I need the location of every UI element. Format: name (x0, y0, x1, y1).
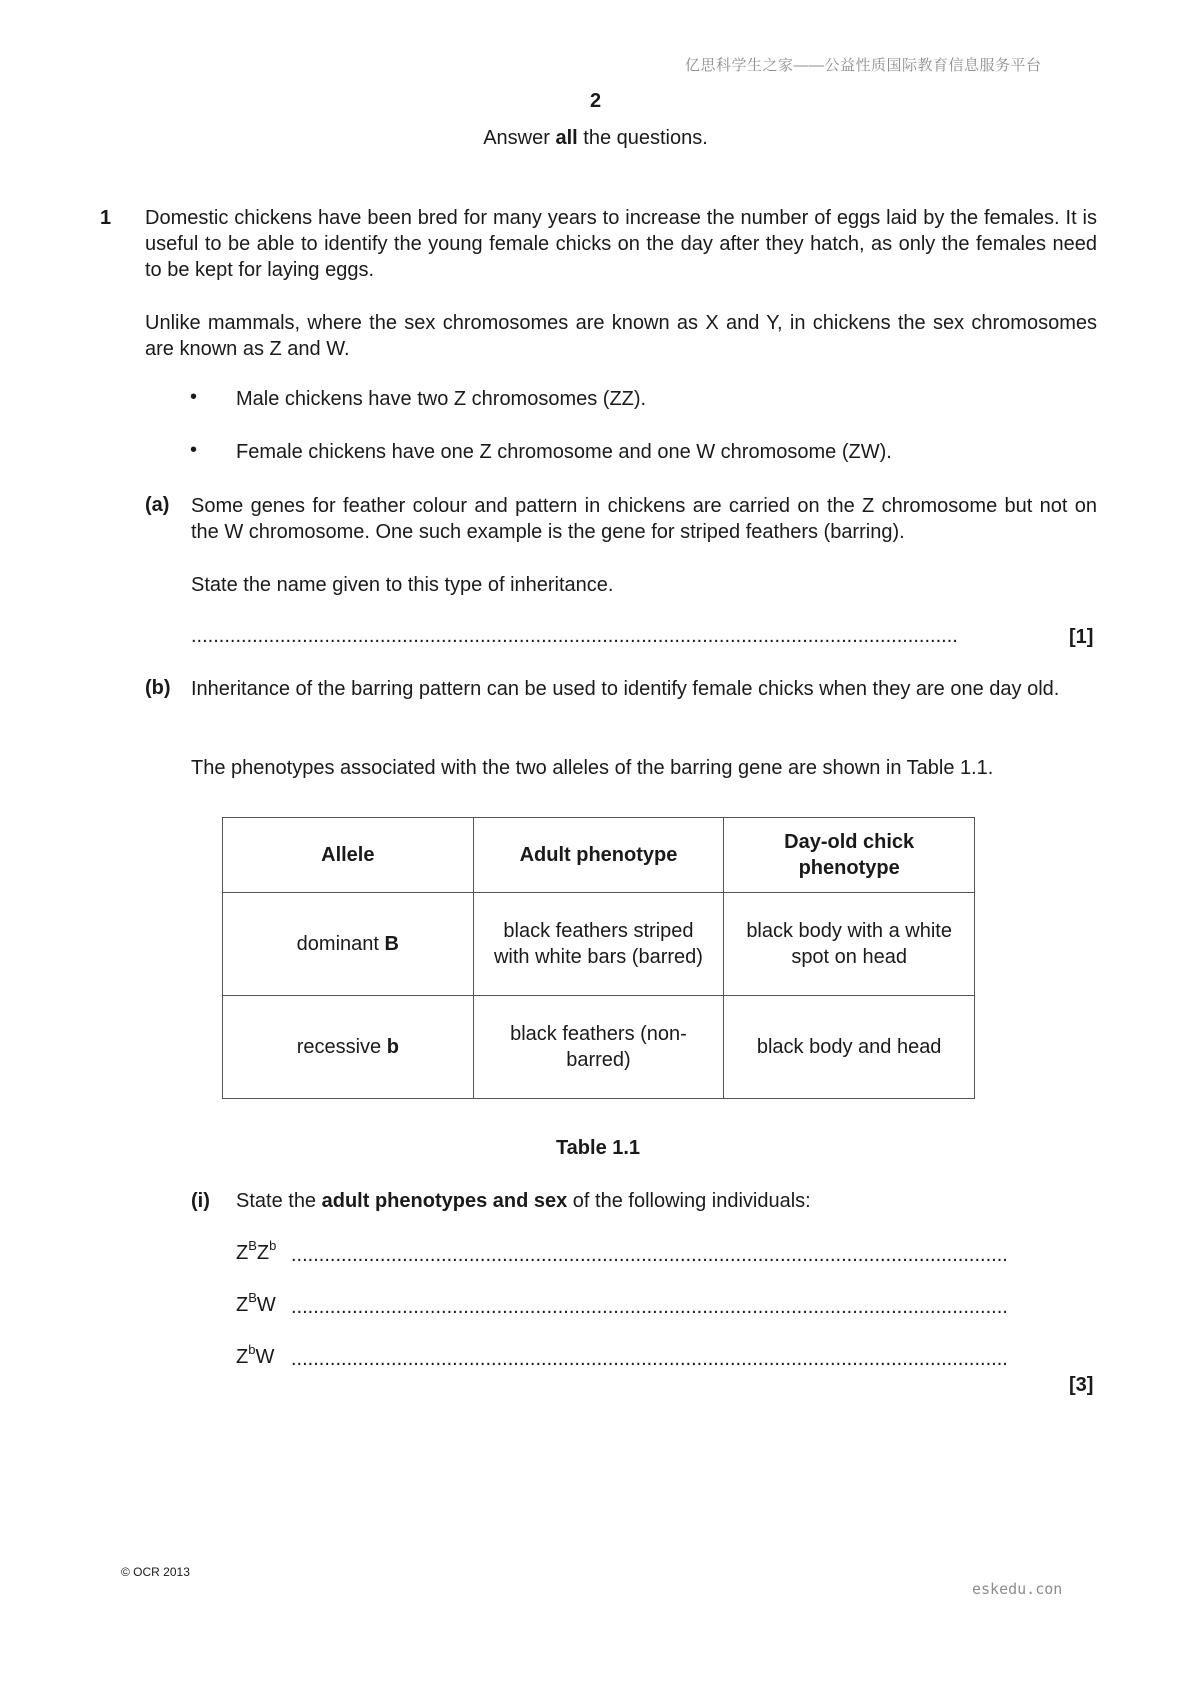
genotype-label (236, 1342, 275, 1369)
genotype-base: Z (236, 1242, 249, 1264)
part-a-prompt: State the name given to this type of inheritance. (191, 574, 614, 596)
part-b-text: Inheritance of the barring pattern can be used to identify female chicks when they are one day old. (191, 678, 1060, 700)
allele-symbol: b (386, 1036, 399, 1058)
part-b-label: (b) (145, 677, 171, 699)
instruction (0, 127, 1191, 150)
instruction-post: the questions. (577, 127, 708, 149)
genotype-allele: b (248, 1342, 256, 1357)
allele-symbol: B (384, 933, 399, 955)
allele-cell (223, 996, 474, 1099)
part-a-label: (a) (145, 494, 170, 516)
watermark-footer: eskedu.con (972, 1580, 1063, 1598)
allele-prefix: dominant (296, 933, 385, 955)
answer-line-zbw-recessive[interactable]: ................................................................................................................................. (291, 1348, 1008, 1370)
genotype-base: Z (236, 1294, 249, 1316)
genotype-base: W (255, 1346, 275, 1368)
part-i-prompt-pre: State the (236, 1190, 322, 1212)
copyright: © OCR 2013 (121, 1565, 190, 1579)
answer-line-zbw[interactable]: ................................................................................................................................. (291, 1296, 1008, 1318)
question-intro: Domestic chickens have been bred for many years to increase the number of eggs laid by the females. It is useful to be able to identify the young female chicks on the day after they hatch, as only the females need to be kept for laying eggs. (145, 207, 1097, 281)
table-intro: The phenotypes associated with the two alleles of the barring gene are shown in Table 1.1. (191, 757, 994, 779)
watermark-header: 亿思科学生之家——公益性质国际教育信息服务平台 (685, 57, 1042, 74)
bullet-marker: • (190, 386, 198, 408)
bullet-female: Female chickens have one Z chromosome and one W chromosome (ZW). (236, 441, 892, 463)
allele-cell (223, 893, 474, 996)
adult-phenotype-cell: black feathers (non-barred) (473, 996, 724, 1099)
question-number: 1 (100, 207, 112, 229)
table-row (223, 893, 975, 996)
header-allele: Allele (223, 818, 474, 893)
header-adult-phenotype: Adult phenotype (473, 818, 724, 893)
genotype-base: Z (256, 1242, 270, 1264)
part-i-prompt-bold: adult phenotypes and sex (321, 1190, 568, 1212)
genotype-base: Z (236, 1346, 249, 1368)
part-i-prompt (236, 1190, 811, 1213)
bullet-marker: • (190, 439, 198, 461)
table-header-row (223, 818, 975, 893)
table-caption: Table 1.1 (555, 1137, 641, 1159)
allele-prefix: recessive (296, 1036, 387, 1058)
page-number: 2 (589, 90, 602, 112)
table-row (223, 996, 975, 1099)
part-i-marks: [3] (1069, 1374, 1094, 1396)
chick-phenotype-cell: black body with a white spot on head (724, 893, 975, 996)
genotype-base: W (256, 1294, 276, 1316)
part-a-text: Some genes for feather colour and pattern in chickens are carried on the Z chromosome but not on the W chromosome. One such example is the gene for striped feathers (barring). (191, 495, 1097, 543)
bullet-male: Male chickens have two Z chromosomes (ZZ). (236, 388, 647, 410)
answer-line-zbzb[interactable]: ................................................................................................................................. (291, 1244, 1008, 1266)
genotype-label (236, 1290, 276, 1317)
adult-phenotype-cell: black feathers striped with white bars (barred) (473, 893, 724, 996)
part-i-label: (i) (191, 1190, 210, 1212)
genotype-allele: B (248, 1290, 257, 1305)
genotype-allele: b (269, 1238, 277, 1253)
chick-phenotype-cell: black body and head (724, 996, 975, 1099)
genotype-label (236, 1238, 277, 1265)
instruction-bold: all (555, 127, 578, 149)
genotype-allele: B (248, 1238, 257, 1253)
sex-chromosomes-text: Unlike mammals, where the sex chromosomes are known as X and Y, in chickens the sex chromosomes are known as Z and W. (145, 312, 1097, 360)
header-chick-phenotype: Day-old chick phenotype (724, 818, 975, 893)
part-i-prompt-post: of the following individuals: (567, 1190, 811, 1212)
instruction-pre: Answer (483, 127, 556, 149)
part-a-answer-line[interactable]: .......................................................................................................................................... (191, 625, 958, 647)
part-a-marks: [1] (1069, 626, 1094, 648)
phenotype-table (222, 817, 975, 1099)
